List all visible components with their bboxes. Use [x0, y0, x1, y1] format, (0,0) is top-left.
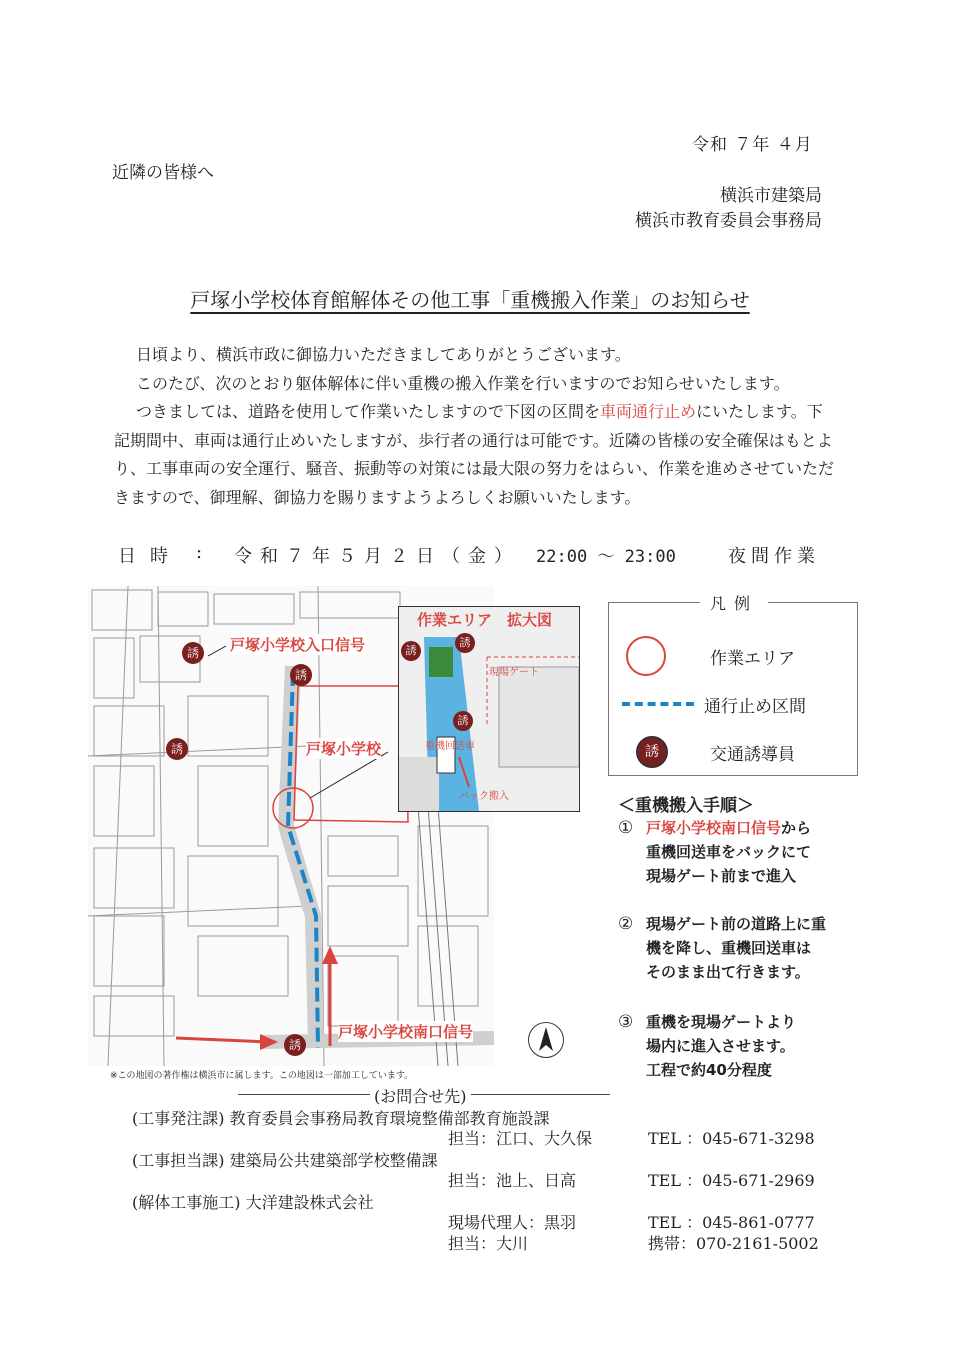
schedule-label: 日時 — [118, 546, 182, 567]
step-2-line-a: 現場ゲート前の道路上に重 — [646, 915, 827, 933]
inset-guide-marker-2: 誘 — [455, 633, 475, 653]
schedule-type: 夜間作業 — [728, 546, 820, 567]
step-2-line-c: そのまま出て行きます。 — [646, 963, 810, 981]
contact-heading: (お問合せ先) — [370, 1084, 471, 1107]
inset-guide-marker-1: 誘 — [401, 641, 421, 661]
step-3-number: ③ — [618, 1012, 634, 1032]
inset-title: 作業エリア 拡大図 — [417, 611, 553, 629]
notice-date: 令和 ７年 ４月 — [692, 135, 813, 155]
legend-work-area-label: 作業エリア — [710, 649, 795, 669]
body-paragraph-2: このたび、次のとおり躯体解体に伴い重機の搬入作業を行いますのでお知らせいたします。 — [136, 373, 790, 393]
contact-3-person: 担当：大川 — [448, 1234, 529, 1253]
contact-3-department: (解体工事施工) 大洋建設株式会社 — [132, 1193, 374, 1212]
contact-1-department: (工事発注課) 教育委員会事務局教育環境整備部教育施設課 — [132, 1109, 550, 1128]
schedule-colon: : — [196, 542, 203, 563]
step-1 — [618, 816, 866, 888]
legend-closed-section-label: 通行止め区間 — [704, 697, 806, 717]
work-area-circle-icon — [626, 636, 666, 676]
road-closure-highlight: 車両通行止め — [600, 402, 697, 421]
traffic-guide-icon: 誘 — [636, 736, 668, 768]
body-p3-post: にいたします。下記期間中、車両は通行止めいたしますが、歩行者の通行は可能です。近隣の皆様の安全確保はもとより、工事車両の安全運行、騒音、振動等の対策には最大限の努力をはらい、作業を進めさせていただきますので、御理解、御協力を賜りますようよろしくお願いいたします。 — [114, 402, 835, 507]
step-2-line-b: 機を降し、重機回送車は — [646, 939, 812, 957]
step-1-number: ① — [618, 818, 634, 838]
contact-3-mobile: 携帯：070-2161-5002 — [648, 1234, 819, 1253]
legend-title: 凡例 — [700, 591, 768, 614]
issuer-building-bureau: 横浜市建築局 — [720, 186, 822, 206]
body-paragraph-1: 日頃より、横浜市政に御協力いただきましてありがとうございます。 — [136, 345, 631, 364]
step-3 — [618, 1010, 866, 1082]
contact-2-person: 担当：池上、日高 — [448, 1171, 577, 1190]
step-1-line-b: 重機回送車をバックにて — [646, 843, 812, 861]
step-3-line-b: 場内に進入させます。 — [646, 1037, 795, 1055]
body-p3-pre: つきましては、道路を使用して作業いたしますので下図の区間を — [136, 402, 601, 421]
step-2 — [618, 912, 866, 984]
inset-gate-label: 現場ゲート — [489, 667, 539, 678]
notice-body — [114, 341, 834, 512]
contact-2-tel: TEL ：045-671-2969 — [648, 1171, 815, 1190]
guide-marker-4: 誘 — [284, 1034, 306, 1056]
inset-back-label: バック搬入 — [459, 791, 509, 802]
guide-marker-1: 誘 — [182, 642, 204, 664]
inset-guide-marker-3: 誘 — [453, 711, 473, 731]
inset-work-area-map — [398, 606, 580, 812]
schedule-time: 22:00 〜 23:00 — [536, 547, 676, 567]
contact-3-site-manager: 現場代理人：黒羽 — [448, 1213, 577, 1232]
inset-vehicle-label: 重機回送車 — [425, 741, 475, 752]
legend-traffic-guide-label: 交通誘導員 — [710, 745, 795, 765]
schedule-date: 令和７年５月２日（金） — [234, 546, 520, 567]
map-label-entrance-signal: 戸塚小学校入口信号 — [230, 636, 366, 654]
map-copyright-note: ※この地図の著作権は横浜市に属します。この地図は一部加工しています。 — [110, 1071, 414, 1081]
north-arrow-icon — [528, 1022, 564, 1058]
contact-2-department: (工事担当課) 建築局公共建築部学校整備課 — [132, 1151, 438, 1170]
notice-title: 戸塚小学校体育館解体その他工事「重機搬入作業」のお知らせ — [190, 288, 750, 312]
contact-1-person: 担当：江口、大久保 — [448, 1129, 593, 1148]
step-3-line-a: 重機を現場ゲートより — [646, 1013, 797, 1031]
step-1-line-a: から — [781, 819, 812, 837]
closed-section-line-icon — [622, 702, 694, 706]
issuer-education-board: 横浜市教育委員会事務局 — [635, 211, 822, 231]
body-paragraph-3 — [114, 398, 834, 512]
contact-3-tel: TEL ：045-861-0777 — [648, 1213, 815, 1232]
step-1-signal: 戸塚小学校南口信号 — [646, 819, 782, 837]
guide-marker-2: 誘 — [290, 664, 312, 686]
guide-marker-3: 誘 — [166, 738, 188, 760]
map-label-south-signal: 戸塚小学校南口信号 — [338, 1023, 474, 1041]
contact-1-tel: TEL ：045-671-3298 — [648, 1129, 815, 1148]
step-2-number: ② — [618, 914, 634, 934]
addressee: 近隣の皆様へ — [112, 163, 214, 183]
map-label-school: 戸塚小学校 — [306, 740, 382, 758]
steps-title: ＜重機搬入手順＞ — [618, 796, 754, 816]
step-1-line-c: 現場ゲート前まで進入 — [646, 867, 797, 885]
step-3-line-c: 工程で約40分程度 — [646, 1061, 772, 1079]
